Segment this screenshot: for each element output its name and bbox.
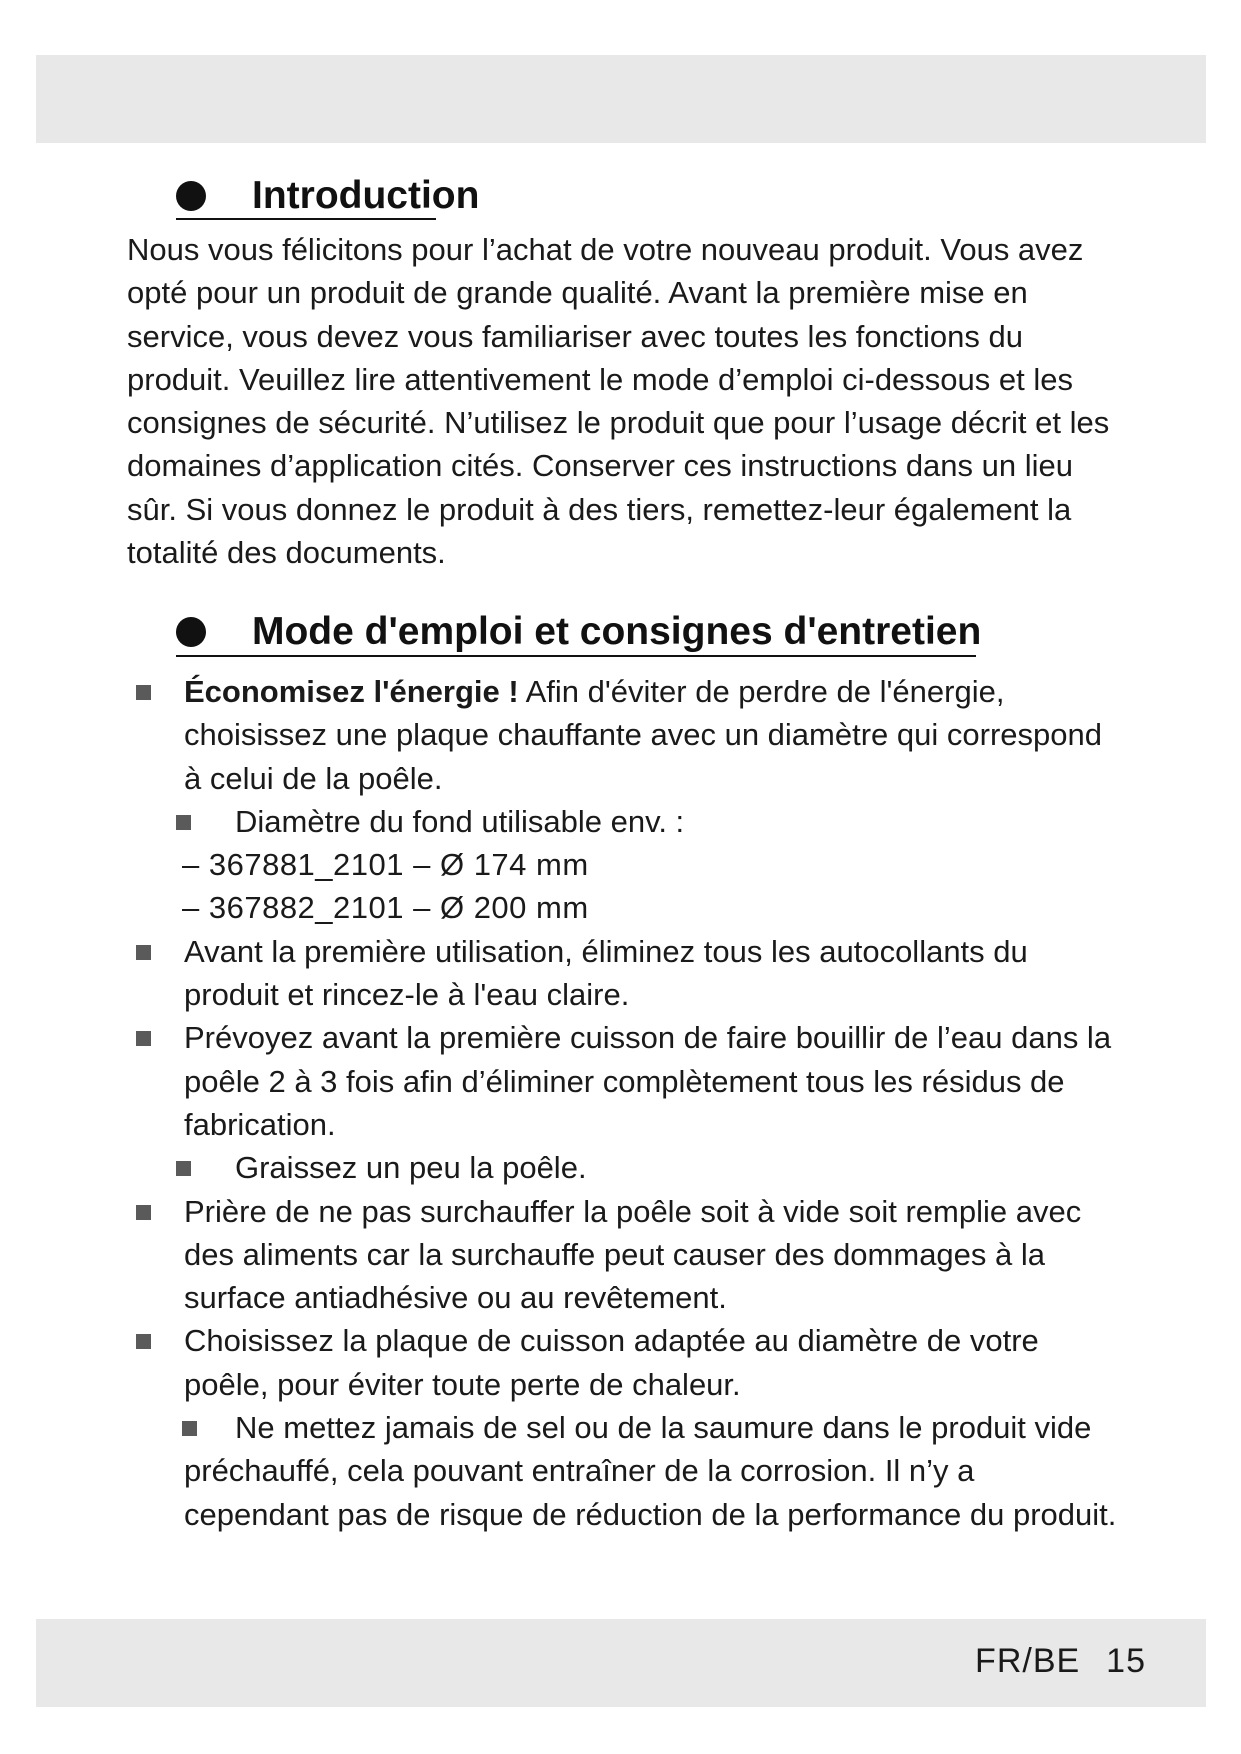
no-overheat-text: Prière de ne pas surchauffer la poêle soit à vide soit remplie avec des aliments car la surchauffe peut causer des dommages à la surface antiadhésive ou au revêtement. — [184, 1193, 1082, 1316]
sub-list-item — [127, 1406, 1127, 1536]
square-bullet-icon — [136, 1205, 151, 1220]
choose-plate-text: Choisissez la plaque de cuisson adaptée au diamètre de votre poêle, pour éviter toute perte de chaleur. — [184, 1323, 1039, 1402]
square-bullet-icon — [136, 685, 151, 700]
intro-paragraph: Nous vous félicitons pour l’achat de votre nouveau produit. Vous avez opté pour un produit de grande qualité. Avant la première mise en service, vous devez vous familiariser avec toutes les fonctions du produit. Veuillez lire attentivement le mode d’emploi ci-dessous et les consignes de sécurité. N’utilisez le produit que pour l’usage décrit et les domaines d’application cités. Conserver ces instructions dans un lieu sûr. Si vous donnez le produit à des tiers, remettez-leur également la totalité des documents. — [127, 232, 1110, 571]
energy-lead: Économisez l'énergie ! — [184, 674, 519, 709]
section-title: Introduction — [252, 174, 480, 217]
header-band — [36, 55, 1206, 143]
list-item — [127, 1190, 1127, 1320]
bullet-dot-icon — [176, 617, 206, 647]
diameter-label: Diamètre du fond utilisable env. : — [235, 803, 685, 839]
footer-locale: FR/BE — [975, 1642, 1081, 1680]
page-footer — [975, 1642, 1146, 1681]
section-title: Mode d'emploi et consignes d'entretien — [252, 610, 982, 653]
list-item — [127, 1319, 1127, 1406]
heading-underline — [176, 655, 976, 657]
sub-list-item — [127, 1146, 1127, 1189]
bullet-dot-icon — [176, 181, 206, 211]
diameter-line: – 367881_2101 – Ø 174 mm — [182, 847, 589, 883]
square-bullet-icon — [136, 1334, 151, 1349]
heading-introduction — [176, 174, 479, 218]
square-bullet-icon — [176, 1161, 191, 1176]
instructions-list — [127, 670, 1127, 1536]
energy-text: Afin d'éviter de perdre de l'énergie, choisissez une plaque chauffante avec un diamètre qui correspond à celui de la poêle. — [184, 674, 1102, 796]
square-bullet-icon — [182, 1421, 197, 1436]
grease-text: Graissez un peu la poêle. — [235, 1150, 587, 1186]
square-bullet-icon — [136, 945, 151, 960]
page-number: 15 — [1106, 1642, 1146, 1680]
list-item — [127, 930, 1127, 1017]
heading-instructions — [176, 610, 981, 654]
diameter-line: – 367882_2101 – Ø 200 mm — [182, 890, 589, 926]
square-bullet-icon — [136, 1031, 151, 1046]
square-bullet-icon — [176, 815, 191, 830]
heading-underline — [176, 218, 436, 220]
list-item — [127, 670, 1127, 800]
boil-water-text: Prévoyez avant la première cuisson de faire bouillir de l’eau dans la poêle 2 à 3 fois afin d’éliminer complètement tous les résidus de fabrication. — [184, 1020, 1112, 1142]
salt-text-rest: préchauffé, cela pouvant entraîner de la corrosion. Il n’y a cependant pas de risque de réduction de la performance du produit. — [184, 1453, 1117, 1532]
before-first-use-text: Avant la première utilisation, éliminez tous les autocollants du produit et rincez-le à l'eau claire. — [184, 933, 1028, 1013]
salt-text-line1: Ne mettez jamais de sel ou de la saumure dans le produit vide — [235, 1410, 1092, 1446]
sub-list-item — [127, 800, 1127, 843]
list-item — [127, 1016, 1127, 1146]
